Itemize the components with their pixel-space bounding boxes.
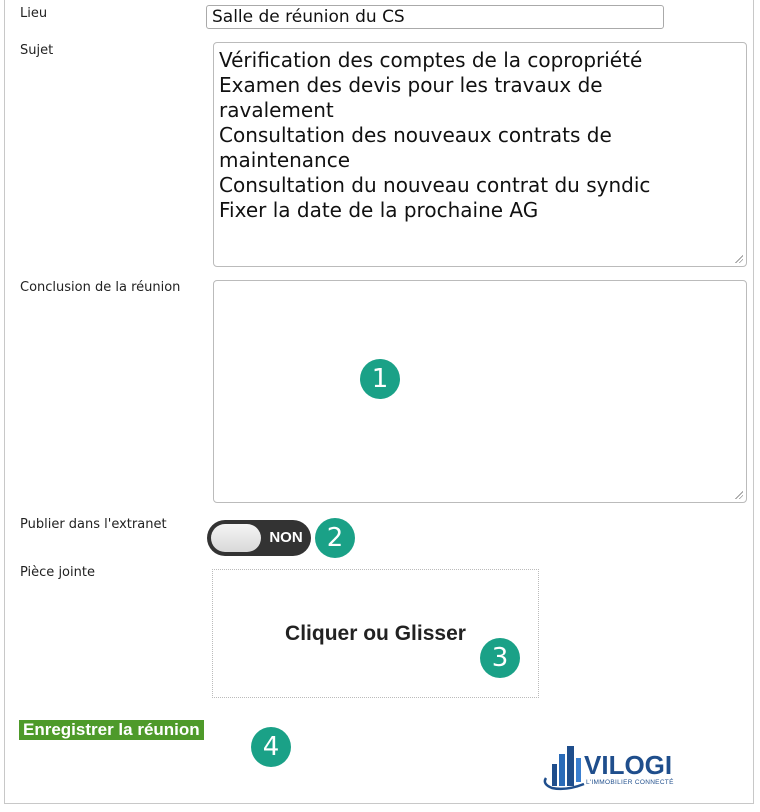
- sujet-line: Consultation des nouveaux contrats de: [219, 123, 612, 147]
- toggle-knob: [211, 524, 261, 552]
- publier-toggle[interactable]: [207, 520, 311, 556]
- lieu-label: Lieu: [20, 6, 48, 21]
- sujet-line: Vérification des comptes de la copropriété: [219, 48, 643, 72]
- step-badge-1: 1: [360, 359, 400, 399]
- logo-brand: VILOGI: [584, 750, 673, 780]
- sujet-line: Examen des devis pour les travaux de: [219, 73, 603, 97]
- piece-jointe-label: Pièce jointe: [20, 565, 95, 580]
- building-logo-icon: [540, 744, 696, 792]
- sujet-line: ravalement: [219, 98, 334, 122]
- vilogi-logo: [540, 744, 696, 792]
- sujet-label: Sujet: [20, 43, 54, 58]
- save-meeting-button[interactable]: Enregistrer la réunion: [19, 720, 204, 740]
- resize-grip-icon[interactable]: [735, 255, 743, 263]
- toggle-state: NON: [269, 529, 303, 546]
- sujet-line: Fixer la date de la prochaine AG: [219, 198, 539, 222]
- dropzone-text: Cliquer ou Glisser: [285, 622, 466, 645]
- sujet-text: [214, 43, 746, 223]
- conclusion-text: [214, 281, 746, 286]
- logo-tagline: L'IMMOBILIER CONNECTÉ: [586, 779, 674, 786]
- sujet-line: Consultation du nouveau contrat du syndic: [219, 173, 651, 197]
- lieu-input[interactable]: [206, 5, 664, 29]
- step-badge-3: 3: [480, 638, 520, 678]
- resize-grip-icon[interactable]: [735, 491, 743, 499]
- sujet-line: maintenance: [219, 148, 351, 172]
- sujet-textarea[interactable]: [213, 42, 747, 267]
- step-badge-2: 2: [315, 518, 355, 558]
- conclusion-label: Conclusion de la réunion: [20, 280, 181, 295]
- file-dropzone[interactable]: [212, 569, 539, 698]
- conclusion-textarea[interactable]: [213, 280, 747, 503]
- publier-label: Publier dans l'extranet: [20, 517, 167, 532]
- step-badge-4: 4: [251, 727, 291, 767]
